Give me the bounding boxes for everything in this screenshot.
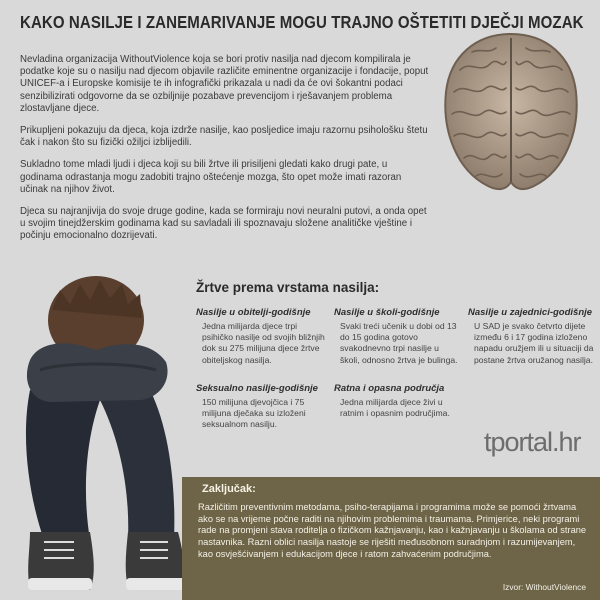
brain-illustration [436,30,586,192]
victim-card-sexual [196,383,330,431]
victim-card-family [196,307,326,366]
victim-card-text: U SAD je svako četvrto dijete između 6 i 17 godina izloženo napadu oružjem ili u situaciji da postane žrtva oružanog nasilja. [474,321,594,365]
victim-card-text: Svaki treći učenik u dobi od 13 do 15 godina gotovo svakodnevno trpi nasilje u školi, odnosno žrtva je bulinga. [340,321,458,365]
victim-card-community [468,307,596,366]
victim-card-text: 150 milijuna djevojčica i 75 milijuna dječaka su izloženi seksualnom nasilju. [202,397,306,430]
intro-section [20,54,430,253]
source-credit: Izvor: WithoutViolence [502,582,586,592]
intro-paragraph-4: Djeca su najranjivija do svoje druge godine, kada se formiraju novi neuralni putovi, a onda opet u svojim tinejdžerskim godinama kad su savladali ili spoznavaju složene analitičke vještine i počinju emocionalno dozrijevati. [20,206,427,242]
intro-paragraph-3: Sukladno tome mladi ljudi i djeca koji su bili žrtve ili prisiljeni gledati kako drugi pate, u godinama odrastanja mogu zadobiti trajno oštećenje mozga, što opet može imati razoran učinak na njihov život. [20,159,402,195]
intro-paragraph-2: Prikupljeni pokazuju da djeca, koja izdrže nasilje, kao posljedice imaju razornu psihološku štetu čak i nakon što su fizički ožiljci izblijedili. [20,125,428,149]
victim-card-heading: Seksualno nasilje-godišnje [196,383,318,394]
tportal-watermark: tportal.hr [484,427,581,457]
victim-card-heading: Nasilje u zajednici-godišnje [468,307,593,318]
victim-card-war [334,383,458,419]
conclusion-text: Različitim preventivnim metodama, psiho-terapijama i programima može se pomoći žrtvama ako se na vrijeme počne raditi na njihovim problemima i traumama. Primjerice, neki programi rade na promjeni stava roditelja o fizičkom kažnjavanju, kao i kažnjavanju u školama od strane nastavnika. Razni oblici nasilja nastoje se riješiti međusobnom suradnjom i razumijevanjem, kao osvješćivanjem i edukacijom djece i ratom zahvaćenim područjima. [198,502,587,559]
victim-card-text: Jedna milijarda djece trpi psihičko nasilje od svojih bližnjih dok su 275 milijuna djece žrtve obiteljskog nasilja. [202,321,325,365]
victim-card-text: Jedna milijarda djece živi u ratnim i opasnim područjima. [340,397,450,419]
conclusion-title: Zaključak: [202,483,256,495]
victim-card-heading: Ratna i opasna područja [334,383,445,394]
victim-card-heading: Nasilje u školi-godišnje [334,307,440,318]
conclusion-box [182,477,600,600]
victim-card-heading: Nasilje u obitelji-godišnje [196,307,311,318]
intro-paragraph-1: Nevladina organizacija WithoutViolence koja se bori protiv nasilja nad djecom kompilirala je podatke koje su o nasilju nad djecom objavile različite eminentne organizacije i fondacije, poput UNICEF-a i Europske komisije te ih infografički prikazala u nadi da će ovi šokantni podaci senzibilizirati odgovorne da se ozbiljnije pozabave prevencijom i rješavanjem problema zlostavljane djece. [20,54,429,114]
page-title: KAKO NASILJE I ZANEMARIVANJE MOGU TRAJNO OŠTETITI DJEČJI MOZAK [20,12,584,32]
right-sneaker [126,532,186,590]
left-sneaker [28,532,94,590]
victim-card-school [334,307,458,366]
victims-section-title: Žrtve prema vrstama nasilja: [196,280,380,295]
child-figure-illustration [0,270,190,600]
